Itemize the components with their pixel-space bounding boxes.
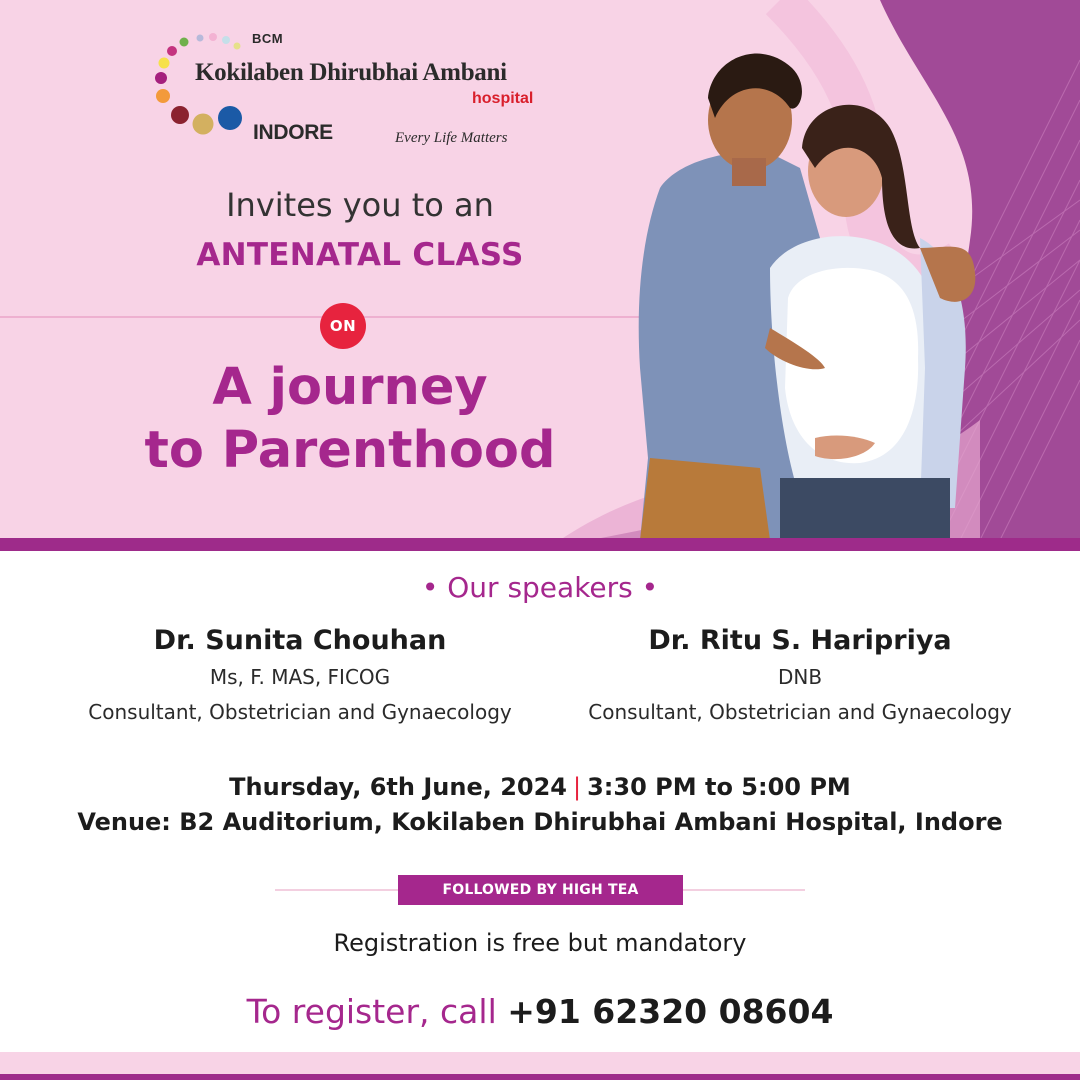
speaker-role: Consultant, Obstetrician and Gynaecology — [88, 700, 512, 724]
logo-city: INDORE — [253, 121, 333, 144]
couple-photo-icon — [620, 38, 990, 540]
speaker-name: Dr. Ritu S. Haripriya — [648, 625, 952, 656]
speaker-name: Dr. Sunita Chouhan — [153, 625, 447, 656]
phone-number[interactable]: +91 62320 08604 — [507, 992, 834, 1031]
speaker-role: Consultant, Obstetrician and Gynaecology — [588, 700, 1012, 724]
logo-hospital-word: hospital — [472, 90, 534, 107]
event-datetime — [0, 773, 1080, 801]
divider-line — [0, 316, 640, 318]
footer-border — [0, 1074, 1080, 1080]
event-time: 3:30 PM to 5:00 PM — [587, 773, 851, 801]
invite-text: Invites you to an — [226, 186, 494, 224]
event-date: Thursday, 6th June, 2024 — [229, 773, 567, 801]
hospital-logo — [150, 30, 550, 155]
footer-band — [0, 1052, 1080, 1074]
logo-tagline: Every Life Matters — [395, 130, 508, 146]
speaker-credentials: DNB — [777, 665, 823, 689]
on-badge: ON — [320, 303, 366, 349]
topic-title-line1: A journey — [212, 358, 488, 417]
speakers-heading: • Our speakers • — [421, 571, 659, 604]
section-divider — [0, 538, 1080, 551]
high-tea-badge: FOLLOWED BY HIGH TEA — [398, 875, 683, 905]
class-title: ANTENATAL CLASS — [196, 237, 524, 273]
register-call-line — [0, 992, 1080, 1031]
speaker-credentials: Ms, F. MAS, FICOG — [209, 665, 391, 689]
logo-hospital-name: Kokilaben Dhirubhai Ambani — [195, 59, 507, 86]
datetime-separator: | — [573, 773, 582, 801]
event-venue: Venue: B2 Auditorium, Kokilaben Dhirubhai Ambani Hospital, Indore — [77, 808, 1003, 836]
registration-note: Registration is free but mandatory — [333, 929, 747, 957]
topic-title-line2: to Parenthood — [144, 421, 556, 480]
call-text: To register, call — [246, 992, 497, 1031]
logo-prefix: BCM — [252, 31, 284, 46]
